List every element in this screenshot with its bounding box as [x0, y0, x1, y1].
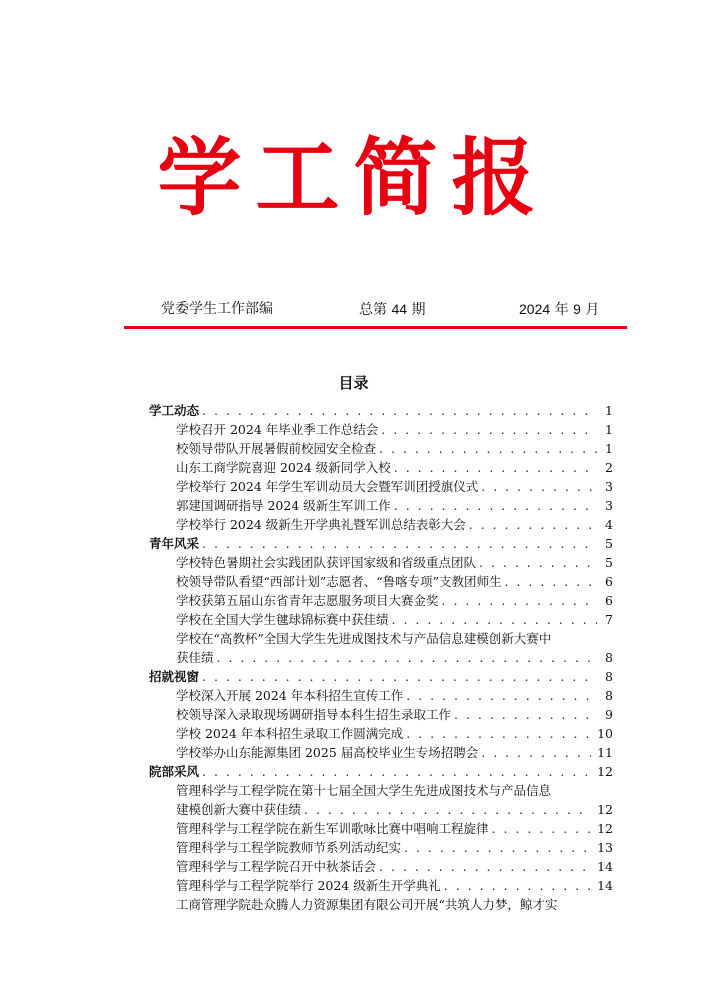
toc-leader-dots	[481, 743, 591, 762]
toc-entry-title: 校领导带队开展暑假前校园安全检查	[176, 441, 377, 456]
toc-entry-title: 学校获第五届山东省青年志愿服务项目大赛金奖	[176, 593, 439, 608]
toc-section[interactable]	[149, 401, 613, 420]
toc-entry-title: 学校召开 2024 年毕业季工作总结会	[176, 422, 379, 437]
toc-entry[interactable]	[149, 477, 613, 496]
toc-section-title: 院部采风	[149, 764, 200, 779]
toc-entry-title: 获佳绩	[176, 650, 214, 665]
toc-entry-title: 学校举行 2024 年学生军训动员大会暨军训团授旗仪式	[176, 479, 479, 494]
toc-leader-dots	[379, 857, 591, 876]
toc-leader-dots	[202, 534, 597, 553]
toc-leader-dots	[202, 762, 591, 781]
toc-entry-title: 建模创新大赛中获佳绩	[176, 802, 302, 817]
toc-page-number: 12	[597, 821, 613, 836]
toc-page-number: 1	[605, 441, 613, 456]
toc-entry-title: 学校特色暑期社会实践团队获评国家级和省级重点团队	[176, 555, 477, 570]
toc-page-number: 3	[605, 479, 613, 494]
toc-section-title: 学工动态	[149, 403, 200, 418]
issue-year-suffix: 年	[554, 302, 569, 318]
toc-entry[interactable]	[149, 515, 613, 534]
toc-entry[interactable]	[149, 838, 613, 857]
toc-section[interactable]	[149, 762, 613, 781]
toc-entry[interactable]	[149, 705, 613, 724]
toc-page-number: 13	[597, 840, 613, 855]
toc-entry-title: 山东工商学院喜迎 2024 级新同学入校	[176, 460, 391, 475]
toc-entry-line[interactable]: 学校在“高教杯”全国大学生先进成图技术与产品信息建模创新大赛中	[176, 631, 552, 646]
toc-entry[interactable]	[149, 439, 613, 458]
toc-page-number: 2	[605, 460, 613, 475]
table-of-contents	[149, 401, 613, 914]
toc-section[interactable]	[149, 667, 613, 686]
toc-entry[interactable]	[149, 819, 613, 838]
toc-entry[interactable]	[149, 857, 613, 876]
issue-month-suffix: 月	[585, 302, 600, 318]
toc-entry[interactable]	[149, 572, 613, 591]
toc-leader-dots	[381, 420, 597, 439]
toc-entry[interactable]	[149, 458, 613, 477]
toc-page-number: 8	[605, 688, 613, 703]
toc-page-number: 6	[605, 593, 613, 608]
toc-page-number: 8	[605, 650, 613, 665]
toc-entry[interactable]	[149, 743, 613, 762]
toc-page-number: 14	[597, 859, 613, 874]
issue-date	[519, 300, 599, 319]
toc-entry-title: 郭建国调研指导 2024 级新生军训工作	[176, 498, 391, 513]
toc-title: 目录	[338, 374, 369, 392]
toc-entry-title: 学校 2024 年本科招生录取工作圆满完成	[176, 726, 404, 741]
toc-page-number: 4	[605, 517, 613, 532]
toc-entry-title: 学校举办山东能源集团 2025 届高校毕业生专场招聘会	[176, 745, 479, 760]
toc-entry-title: 校领导深入录取现场调研指导本科生招生录取工作	[176, 707, 452, 722]
toc-entry-title: 管理科学与工程学院举行 2024 级新生开学典礼	[176, 878, 441, 893]
toc-page-number: 10	[597, 726, 613, 741]
toc-entry[interactable]	[149, 591, 613, 610]
toc-leader-dots	[406, 724, 591, 743]
issue-number-prefix: 总第	[359, 302, 387, 318]
toc-page-number: 12	[597, 802, 613, 817]
toc-leader-dots	[379, 439, 597, 458]
toc-leader-dots	[481, 477, 597, 496]
toc-entry-title: 管理科学与工程学院教师节系列活动纪实	[176, 840, 402, 855]
toc-leader-dots	[404, 838, 591, 857]
toc-page-number: 8	[605, 669, 613, 684]
toc-page-number: 11	[597, 745, 613, 760]
toc-entry[interactable]	[149, 800, 613, 819]
toc-page-number: 5	[605, 555, 613, 570]
toc-leader-dots	[202, 667, 597, 686]
toc-page-number: 12	[597, 764, 613, 779]
toc-entry-line[interactable]: 管理科学与工程学院在第十七届全国大学生先进成图技术与产品信息	[176, 783, 552, 798]
toc-leader-dots	[392, 610, 597, 629]
toc-page-number: 9	[605, 707, 613, 722]
toc-entry-title: 校领导带队看望“西部计划”志愿者、“鲁喀专项”支教团师生	[176, 574, 502, 589]
toc-entry-title: 学校深入开展 2024 年本科招生宣传工作	[176, 688, 404, 703]
toc-leader-dots	[394, 496, 597, 515]
toc-entry[interactable]	[149, 724, 613, 743]
toc-entry[interactable]	[149, 420, 613, 439]
toc-page-number: 14	[597, 878, 613, 893]
toc-leader-dots	[304, 800, 591, 819]
header-divider	[124, 326, 627, 329]
toc-section-title: 招就视窗	[149, 669, 200, 684]
toc-leader-dots	[406, 686, 597, 705]
toc-page-number: 7	[605, 612, 613, 627]
toc-entry[interactable]	[149, 496, 613, 515]
issue-number	[359, 300, 425, 319]
toc-section-title: 青年风采	[149, 536, 200, 551]
masthead-title: 学工简报	[157, 129, 550, 227]
toc-page-number: 3	[605, 498, 613, 513]
toc-leader-dots	[505, 572, 597, 591]
toc-entry[interactable]	[149, 610, 613, 629]
toc-leader-dots	[469, 515, 597, 534]
toc-entry[interactable]	[149, 686, 613, 705]
toc-leader-dots	[394, 458, 597, 477]
issue-number-suffix: 期	[411, 302, 426, 318]
issue-number-value: 44	[391, 301, 408, 317]
toc-page-number: 6	[605, 574, 613, 589]
toc-leader-dots	[492, 819, 592, 838]
toc-page-number: 1	[605, 422, 613, 437]
toc-leader-dots	[479, 553, 597, 572]
issuing-department: 党委学生工作部编	[161, 301, 273, 317]
toc-entry-title: 学校在全国大学生毽球锦标赛中获佳绩	[176, 612, 389, 627]
toc-entry-title: 管理科学与工程学院在新生军训歌咏比赛中唱响工程旋律	[176, 821, 489, 836]
toc-leader-dots	[454, 705, 597, 724]
toc-entry[interactable]	[149, 876, 613, 895]
toc-leader-dots	[217, 648, 597, 667]
issue-month: 9	[573, 301, 581, 317]
issue-year: 2024	[519, 301, 551, 317]
toc-leader-dots	[442, 591, 597, 610]
toc-leader-dots	[202, 401, 597, 420]
toc-section[interactable]	[149, 534, 613, 553]
toc-entry[interactable]	[149, 648, 613, 667]
toc-page-number: 5	[605, 536, 613, 551]
toc-leader-dots	[444, 876, 591, 895]
toc-entry[interactable]	[149, 553, 613, 572]
toc-entry-truncated[interactable]: 工商管理学院赴众腾人力资源集团有限公司开展“共筑人力梦，鲸才实	[176, 897, 558, 912]
toc-entry-title: 学校举行 2024 级新生开学典礼暨军训总结表彰大会	[176, 517, 466, 532]
toc-page-number: 1	[605, 403, 613, 418]
toc-entry-title: 管理科学与工程学院召开中秋茶话会	[176, 859, 377, 874]
